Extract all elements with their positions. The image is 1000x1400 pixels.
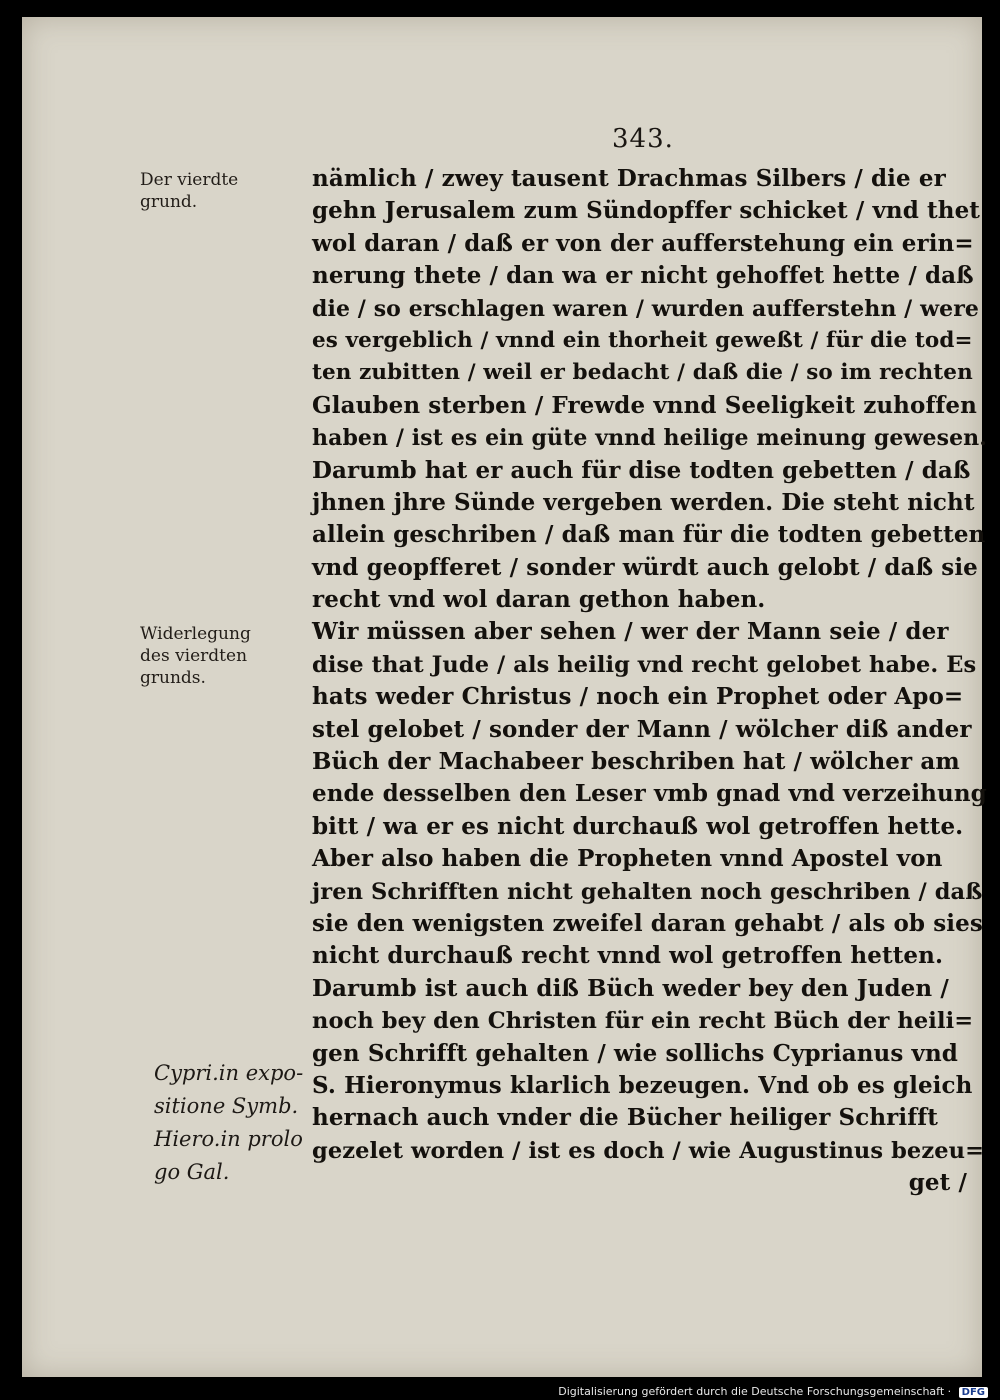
latin-ref-line: Cypri.in expo- — [154, 1061, 304, 1085]
text-line: vnd geopfferet / sonder würdt auch gelobt / daß sie — [312, 553, 978, 581]
text-line: sie den wenigsten zweifel daran gehabt / als ob sies — [312, 909, 983, 937]
digitization-credit — [558, 1385, 988, 1398]
text-line: ten zubitten / weil er bedacht / daß die / so im rechten — [312, 360, 973, 386]
main-text-block — [312, 163, 987, 1200]
text-line: haben / ist es ein güte vnnd heilige meinung gewesen. — [312, 425, 988, 452]
text-line: Darumb ist auch diß Büch weder bey den Juden / — [312, 974, 949, 1002]
text-line: recht vnd wol daran gethon haben. — [312, 586, 766, 614]
text-line: jren Schrifften nicht gehalten noch geschriben / daß — [312, 878, 983, 905]
text-line: nerung thete / dan wa er nicht gehoffet hette / daß — [312, 262, 974, 290]
latin-ref-line: Hiero.in prolo — [154, 1127, 303, 1151]
text-line: dise that Jude / als heilig vnd recht gelobet habe. Es — [312, 651, 977, 678]
text-line: nämlich / zwey tausent Drachmas Silbers / die er — [312, 165, 946, 192]
text-line: Büch der Machabeer beschriben hat / wölcher am — [312, 748, 960, 776]
text-line: bitt / wa er es nicht durchauß wol getroffen hette. — [312, 812, 964, 840]
text-line: es vergeblich / vnnd ein thorheit geweßt / für die tod= — [312, 327, 973, 353]
text-line: gen Schrifft gehalten / wie sollichs Cyprianus vnd — [312, 1039, 958, 1067]
text-line: Darumb hat er auch für dise todten gebetten / daß — [312, 456, 971, 484]
text-line: allein geschriben / daß man für die todten gebetten — [312, 521, 986, 549]
credit-text: Digitalisierung gefördert durch die Deutsche Forschungsgemeinschaft · — [558, 1385, 952, 1398]
text-line: stel gelobet / sonder der Mann / wölcher diß ander — [312, 715, 972, 743]
latin-ref-line: go Gal. — [154, 1160, 230, 1184]
text-line: S. Hieronymus klarlich bezeugen. Vnd ob es gleich — [312, 1071, 973, 1099]
text-line: noch bey den Christen für ein recht Büch der heili= — [312, 1008, 974, 1035]
catchword: get / — [908, 1169, 967, 1197]
text-line: hernach auch vnder die Bücher heiliger Schrifft — [312, 1104, 938, 1132]
text-line: nicht durchauß recht vnnd wol getroffen hetten. — [312, 942, 944, 970]
text-line: Wir müssen aber sehen / wer der Mann seie / der — [312, 618, 949, 646]
text-line: gezelet worden / ist es doch / wie Augustinus bezeu= — [312, 1137, 985, 1164]
dfg-logo: DFG — [959, 1387, 988, 1398]
text-line: wol daran / daß er von der aufferstehung ein erin= — [312, 229, 974, 257]
book-page — [22, 17, 988, 1377]
margin-note-fourth-reason: Der vierdte grund. — [140, 170, 239, 212]
text-line: die / so erschlagen waren / wurden aufferstehn / were — [312, 295, 979, 322]
text-line: Glauben sterben / Frewde vnnd Seeligkeit zuhoffen — [312, 391, 977, 419]
text-line: Aber also haben die Propheten vnnd Apostel von — [312, 845, 943, 873]
text-line: hats weder Christus / noch ein Prophet oder Apo= — [312, 683, 964, 711]
text-line: gehn Jerusalem zum Sündopffer schicket / vnd thet — [312, 197, 981, 225]
margin-latin-references — [154, 1057, 329, 1189]
latin-ref-line: sitione Symb. — [154, 1094, 299, 1118]
page-number: 343. — [612, 124, 674, 154]
text-line: jhnen jhre Sünde vergeben werden. Die steht nicht — [312, 488, 975, 516]
text-line: ende desselben den Leser vmb gnad vnd verzeihung — [312, 780, 987, 808]
margin-note-refutation: Widerlegung des vierdten grunds. — [140, 624, 251, 688]
